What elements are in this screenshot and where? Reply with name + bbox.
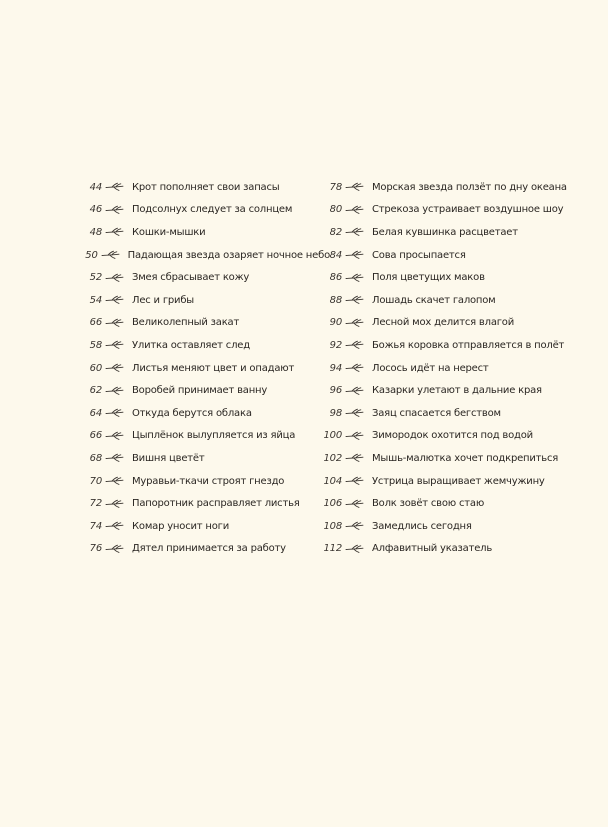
toc-entry[interactable] (80, 425, 330, 448)
toc-entry[interactable] (320, 492, 570, 515)
page-number: 70 (89, 475, 102, 487)
page-number: 58 (89, 339, 102, 351)
page-number: 100 (323, 430, 342, 442)
entry-title: Листья меняют цвет и опадают (132, 362, 295, 374)
entry-title: Дятел принимается за работу (132, 543, 286, 555)
toc-entry[interactable] (80, 244, 330, 267)
toc-entry[interactable] (80, 199, 330, 222)
toc-entry[interactable] (80, 289, 330, 312)
entry-title: Цыплёнок вылупляется из яйца (132, 430, 296, 442)
toc-entry[interactable] (320, 515, 570, 538)
page-number: 46 (89, 204, 102, 216)
entry-title: Лес и грибы (132, 294, 194, 306)
leaf-sprig-icon (345, 499, 365, 509)
page-number: 98 (329, 407, 342, 419)
leaf-sprig-icon (105, 499, 125, 509)
leaf-sprig-icon (345, 386, 365, 396)
page-number: 86 (329, 272, 342, 284)
entry-title: Морская звезда ползёт по дну океана (372, 181, 567, 193)
leaf-sprig-icon (345, 363, 365, 373)
entry-title: Откуда берутся облака (132, 407, 252, 419)
entry-title: Лосось идёт на нерест (372, 362, 489, 374)
page-number: 54 (89, 294, 102, 306)
leaf-sprig-icon (345, 453, 365, 463)
toc-entry[interactable] (320, 425, 570, 448)
toc-left-column (80, 176, 330, 560)
entry-title: Лесной мох делится влагой (372, 317, 515, 329)
page-number: 104 (323, 475, 342, 487)
leaf-sprig-icon (105, 453, 125, 463)
leaf-sprig-icon (105, 318, 125, 328)
toc-right-column (320, 176, 570, 560)
entry-title: Комар уносит ноги (132, 520, 230, 532)
page-number: 88 (329, 294, 342, 306)
entry-title: Вишня цветёт (132, 452, 205, 464)
toc-entry[interactable] (80, 447, 330, 470)
leaf-sprig-icon (345, 431, 365, 441)
page-number: 44 (89, 181, 102, 193)
toc-entry[interactable] (80, 266, 330, 289)
page-number: 82 (329, 226, 342, 238)
entry-title: Муравьи-ткачи строят гнездо (132, 475, 285, 487)
leaf-sprig-icon (105, 227, 125, 237)
entry-title: Лошадь скачет галопом (372, 294, 496, 306)
toc-entry[interactable] (80, 402, 330, 425)
leaf-sprig-icon (345, 521, 365, 531)
leaf-sprig-icon (345, 544, 365, 554)
leaf-sprig-icon (105, 182, 125, 192)
entry-title: Подсолнух следует за солнцем (132, 204, 293, 216)
entry-title: Сова просыпается (372, 249, 466, 261)
page-number: 94 (329, 362, 342, 374)
toc-entry[interactable] (320, 289, 570, 312)
page-number: 84 (329, 249, 342, 261)
page-number: 112 (323, 543, 342, 555)
toc-entry[interactable] (80, 176, 330, 199)
entry-title: Стрекоза устраивает воздушное шоу (372, 204, 564, 216)
toc-entry[interactable] (320, 266, 570, 289)
toc-entry[interactable] (80, 470, 330, 493)
page-number: 90 (329, 317, 342, 329)
leaf-sprig-icon (345, 250, 365, 260)
leaf-sprig-icon (105, 521, 125, 531)
entry-title: Воробей принимает ванну (132, 385, 268, 397)
entry-title: Белая кувшинка расцветает (372, 226, 518, 238)
leaf-sprig-icon (345, 227, 365, 237)
entry-title: Крот пополняет свои запасы (132, 181, 280, 193)
toc-entry[interactable] (320, 176, 570, 199)
leaf-sprig-icon (105, 408, 125, 418)
entry-title: Казарки улетают в дальние края (372, 385, 542, 397)
page-number: 78 (329, 181, 342, 193)
page-number: 72 (89, 498, 102, 510)
entry-title: Божья коровка отправляется в полёт (372, 339, 565, 351)
toc-entry[interactable] (80, 379, 330, 402)
entry-title: Заяц спасается бегством (372, 407, 501, 419)
page-number: 66 (89, 317, 102, 329)
page-number: 66 (89, 430, 102, 442)
toc-entry[interactable] (320, 312, 570, 335)
leaf-sprig-icon (345, 340, 365, 350)
toc-entry[interactable] (320, 221, 570, 244)
page-number: 62 (89, 385, 102, 397)
page-number: 106 (323, 498, 342, 510)
page-number: 80 (329, 204, 342, 216)
leaf-sprig-icon (105, 205, 125, 215)
page-number: 102 (323, 452, 342, 464)
toc-entry[interactable] (80, 334, 330, 357)
toc-entry[interactable] (320, 447, 570, 470)
entry-title: Змея сбрасывает кожу (132, 272, 250, 284)
page-number: 64 (89, 407, 102, 419)
entry-title: Волк зовёт свою стаю (372, 498, 485, 510)
toc-entry[interactable] (320, 379, 570, 402)
toc-entry[interactable] (320, 538, 570, 561)
toc-entry[interactable] (80, 357, 330, 380)
page-number: 92 (329, 339, 342, 351)
leaf-sprig-icon (105, 476, 125, 486)
leaf-sprig-icon (105, 273, 125, 283)
entry-title: Мышь-малютка хочет подкрепиться (372, 452, 559, 464)
entry-title: Замедлись сегодня (372, 520, 472, 532)
toc-entry[interactable] (80, 515, 330, 538)
leaf-sprig-icon (105, 340, 125, 350)
page-number: 60 (89, 362, 102, 374)
toc-entry[interactable] (80, 312, 330, 335)
leaf-sprig-icon (345, 295, 365, 305)
page-number: 52 (89, 272, 102, 284)
toc-entry[interactable] (80, 538, 330, 561)
page-number: 50 (85, 249, 98, 261)
entry-title: Великолепный закат (132, 317, 240, 329)
toc-entry[interactable] (320, 334, 570, 357)
toc-entry[interactable] (80, 221, 330, 244)
leaf-sprig-icon (105, 363, 125, 373)
entry-title: Кошки-мышки (132, 226, 206, 238)
leaf-sprig-icon (345, 318, 365, 328)
page-number: 48 (89, 226, 102, 238)
leaf-sprig-icon (105, 431, 125, 441)
toc-entry[interactable] (320, 470, 570, 493)
leaf-sprig-icon (345, 205, 365, 215)
page-number: 74 (89, 520, 102, 532)
page-number: 96 (329, 385, 342, 397)
leaf-sprig-icon (345, 182, 365, 192)
leaf-sprig-icon (105, 386, 125, 396)
toc-entry[interactable] (320, 199, 570, 222)
leaf-sprig-icon (101, 250, 121, 260)
page-number: 76 (89, 543, 102, 555)
entry-title: Алфавитный указатель (372, 543, 493, 555)
entry-title: Зимородок охотится под водой (372, 430, 533, 442)
entry-title: Папоротник расправляет листья (132, 498, 300, 510)
toc-entry[interactable] (320, 402, 570, 425)
page-number: 68 (89, 452, 102, 464)
leaf-sprig-icon (105, 295, 125, 305)
leaf-sprig-icon (105, 544, 125, 554)
entry-title: Улитка оставляет след (132, 339, 250, 351)
entry-title: Падающая звезда озаряет ночное небо (127, 249, 330, 261)
toc-entry[interactable] (80, 492, 330, 515)
leaf-sprig-icon (345, 476, 365, 486)
toc-entry[interactable] (320, 244, 570, 267)
toc-entry[interactable] (320, 357, 570, 380)
leaf-sprig-icon (345, 408, 365, 418)
entry-title: Устрица выращивает жемчужину (372, 475, 545, 487)
page-number: 108 (323, 520, 342, 532)
leaf-sprig-icon (345, 273, 365, 283)
entry-title: Поля цветущих маков (372, 272, 485, 284)
